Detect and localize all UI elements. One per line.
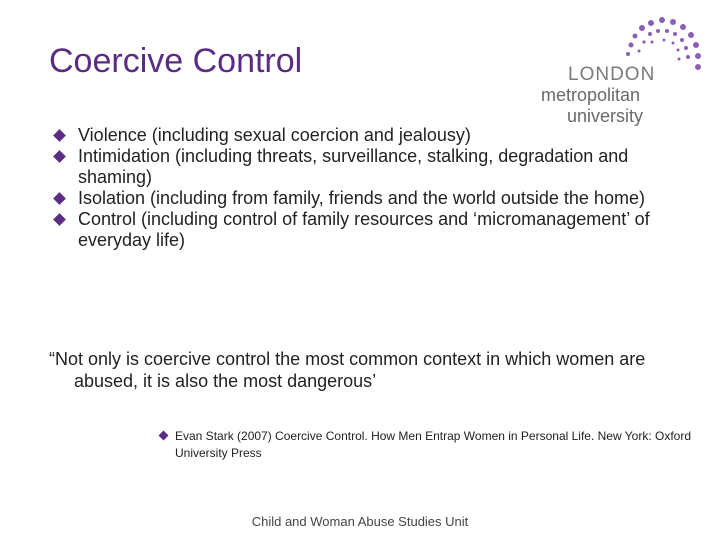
slide-footer: Child and Woman Abuse Studies Unit [251, 514, 469, 529]
london-met-logo [538, 14, 708, 124]
bullet-text: Control (including control of family resources and ‘micromanagement’ of everyday life) [78, 209, 650, 250]
bullet-text: Isolation (including from family, friends and the world outside the home) [78, 188, 645, 208]
citation [160, 428, 700, 462]
logo-text-london: LONDON [568, 64, 656, 85]
bullet-list [52, 125, 672, 251]
diamond-bullet-icon [53, 129, 66, 142]
bullet-item [52, 146, 672, 188]
bullet-text: Violence (including sexual coercion and jealousy) [78, 125, 471, 145]
diamond-bullet-icon [53, 192, 66, 205]
logo-text-university: university [567, 106, 644, 126]
bullet-item [52, 188, 672, 209]
bullet-item [52, 125, 672, 146]
bullet-item [52, 209, 672, 251]
citation-text: Evan Stark (2007) Coercive Control. How Men Entrap Women in Personal Life. New York: Oxford University Press [175, 429, 692, 460]
diamond-bullet-icon [53, 150, 66, 163]
logo-text-metropolitan: metropolitan [541, 85, 641, 105]
bullet-text: Intimidation (including threats, surveillance, stalking, degradation and shaming) [78, 146, 629, 187]
slide-title: Coercive Control [49, 42, 303, 80]
diamond-bullet-icon [53, 213, 66, 226]
quote-text: “Not only is coercive control the most common context in which women are abused, it is also the most dangerous’ [49, 349, 646, 391]
